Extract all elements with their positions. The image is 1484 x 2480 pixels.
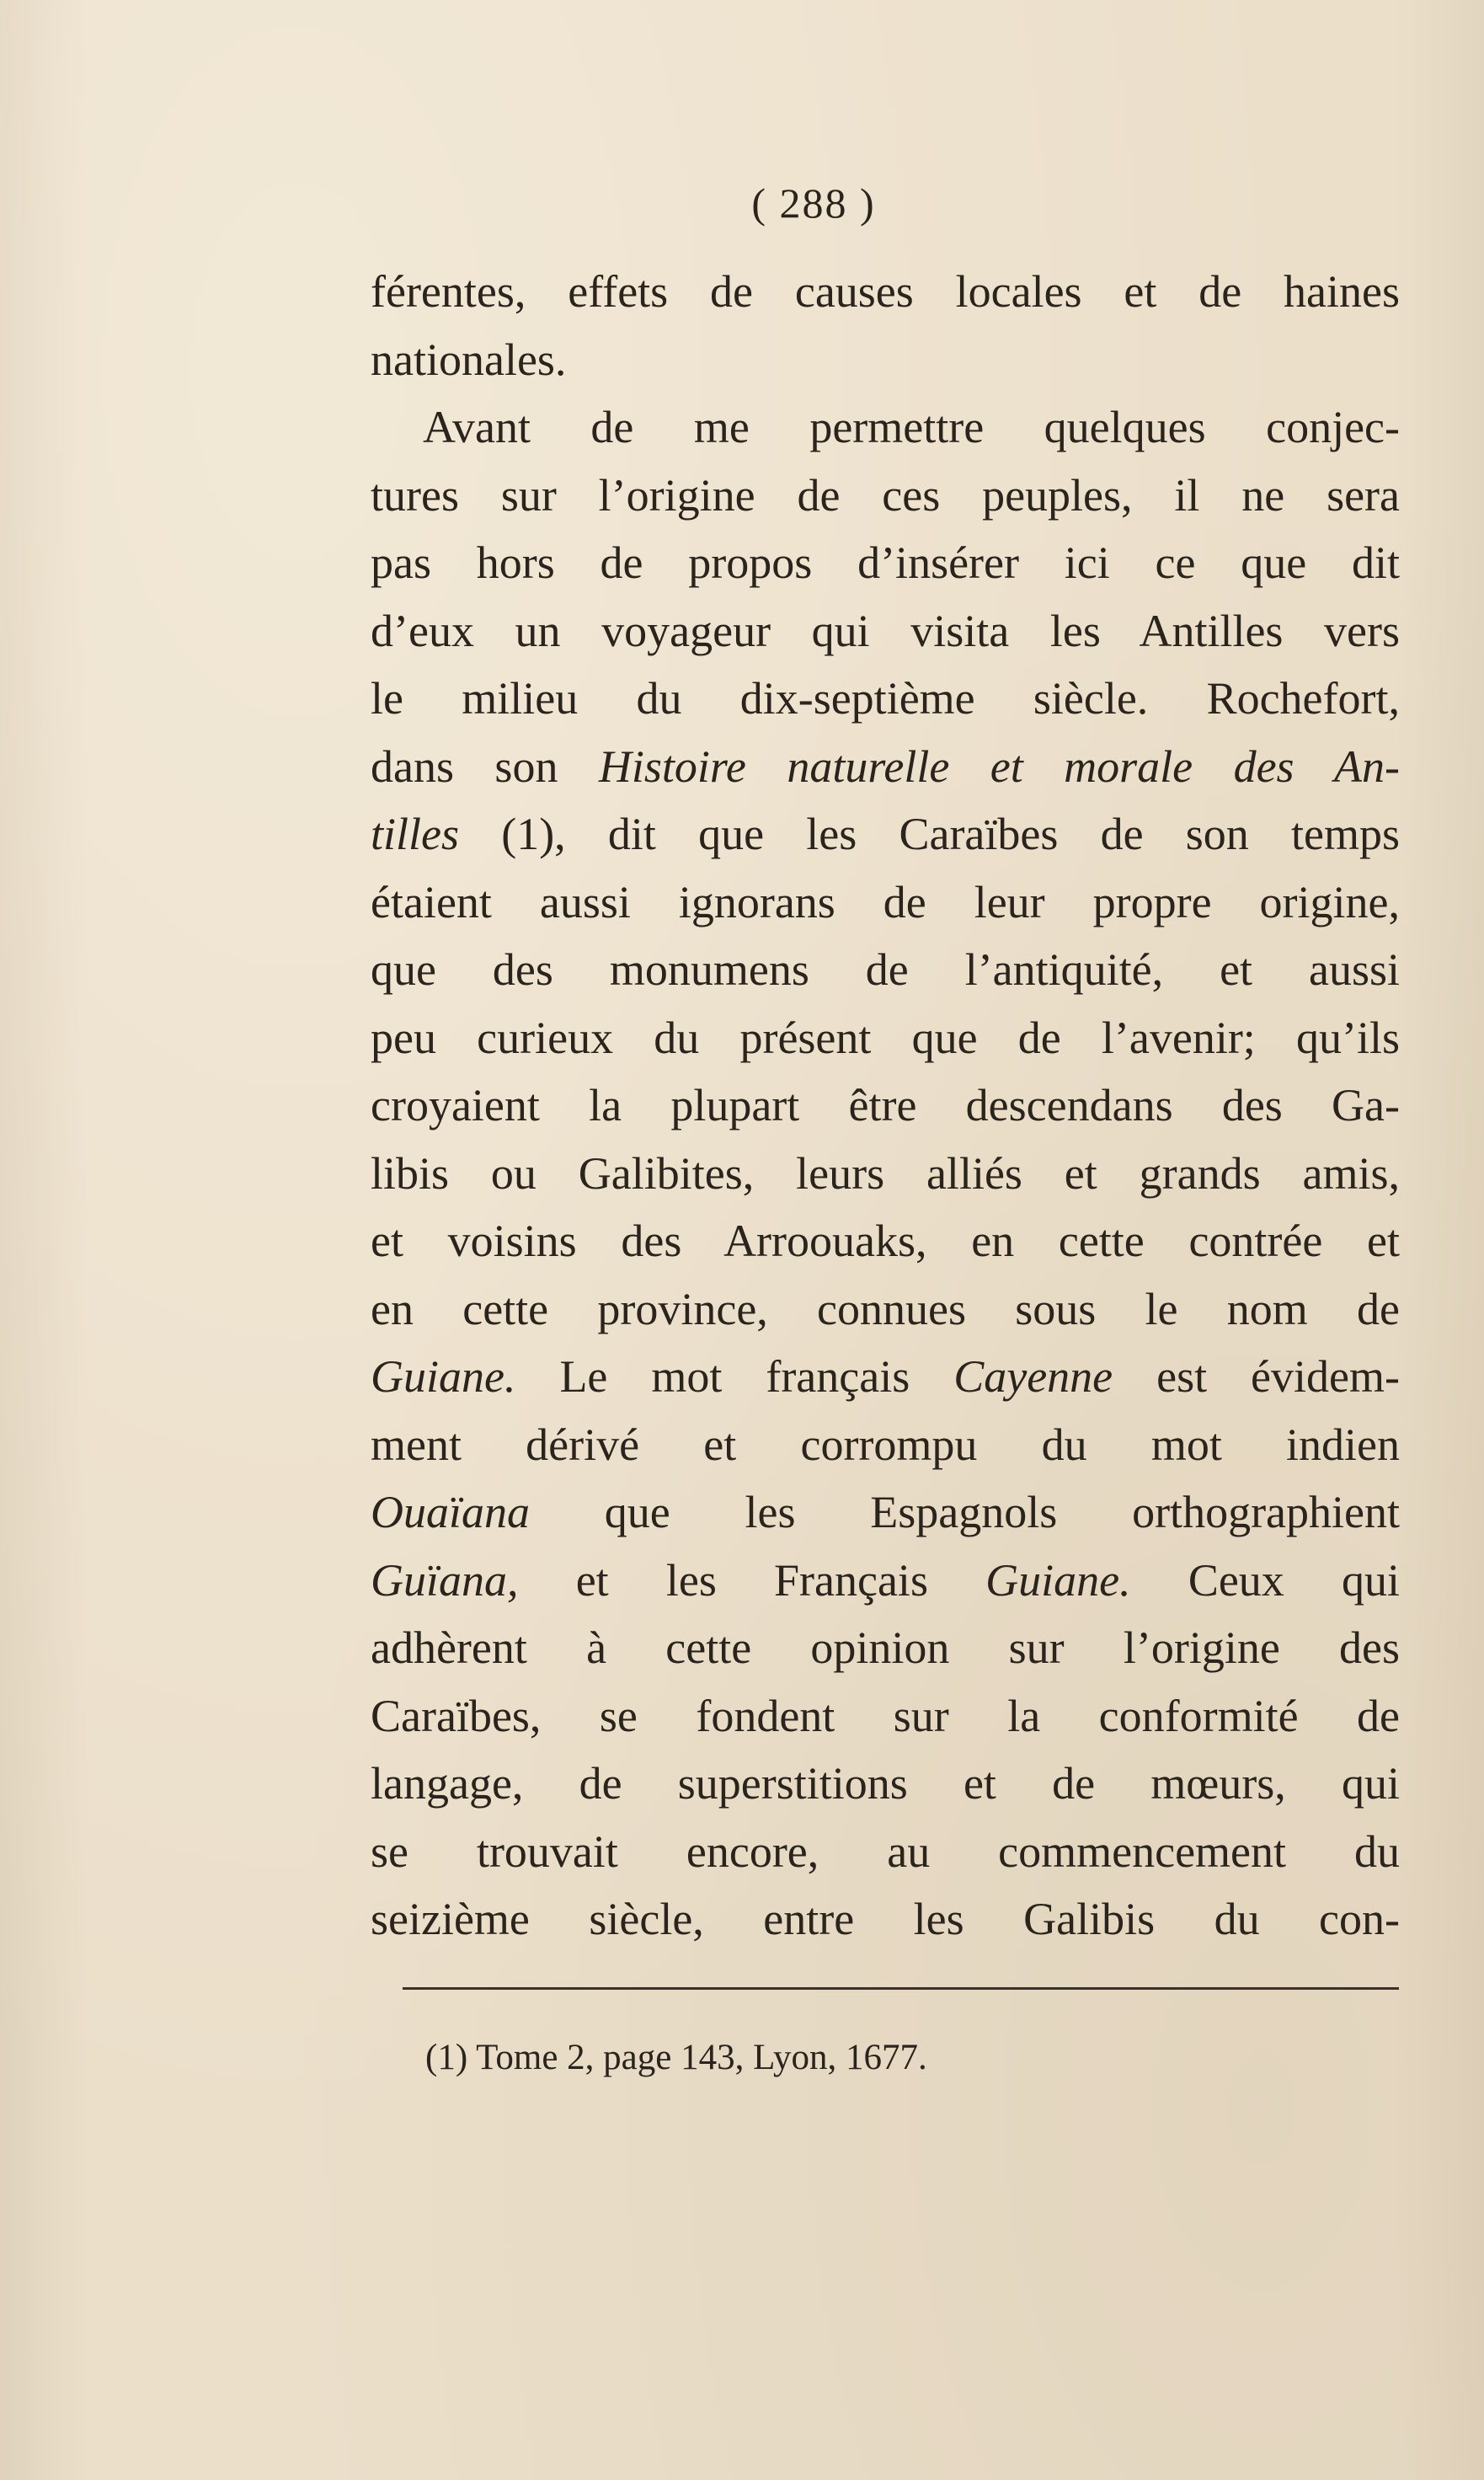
text-line [371,936,1400,1004]
text-line [371,1072,1400,1140]
body-text [371,258,1400,1954]
text-line [371,597,1400,665]
text-line [371,1140,1400,1208]
text-line [371,529,1400,597]
text-run: dans son [371,740,599,792]
text-run: adhèrent à cette opinion sur l’origine des [371,1622,1400,1673]
text-run: d’eux un voyageur qui visita les Antilles vers [371,605,1400,656]
text-run: Ceux qui [1130,1554,1400,1606]
italic-text-run: Guiane. [985,1554,1131,1606]
italic-text-run: Guïana, [371,1554,519,1606]
text-line [371,1614,1400,1682]
text-line [371,1275,1400,1344]
text-line [371,1004,1400,1072]
text-line [371,393,1400,462]
italic-text-run: Cayenne [953,1351,1113,1402]
text-run: (1), dit que les Caraïbes de son temps [459,809,1400,859]
text-line [371,1207,1400,1275]
text-run: seizième siècle, entre les Galibis du con- [371,1894,1400,1944]
text-line [371,1547,1400,1615]
text-run: pas hors de propos d’insérer ici ce que dit [371,537,1400,588]
text-line [371,1343,1400,1411]
text-line [371,800,1400,869]
text-run: ment dérivé et corrompu du mot indien [371,1419,1400,1470]
text-line [371,1818,1400,1886]
text-run: tures sur l’origine de ces peuples, il ne sera [371,469,1400,521]
text-line [371,1750,1400,1818]
italic-text-run: Guiane. [371,1351,516,1402]
text-line [371,1478,1400,1547]
italic-text-run: Ouaïana [371,1487,530,1537]
italic-text-run: tilles [371,809,459,859]
text-run: croyaient la plupart être descendans des Ga- [371,1080,1400,1130]
text-run: est évidem- [1113,1351,1400,1402]
text-run: férentes, effets de causes locales et de haines [371,266,1400,317]
text-line [371,258,1400,326]
footnote-divider [403,1987,1399,1990]
text-line [371,1885,1400,1954]
text-line [371,462,1400,530]
text-run: peu curieux du présent que de l’avenir; qu’ils [371,1012,1400,1063]
text-run: Le mot français [515,1351,954,1402]
text-run: se trouvait encore, au commencement du [371,1825,1400,1877]
text-line [371,326,1400,394]
text-line [371,1682,1400,1750]
text-run: Avant de me permettre quelques conjec- [423,402,1400,452]
text-run: langage, de superstitions et de mœurs, qui [371,1758,1400,1809]
text-run: étaient aussi ignorans de leur propre origine, [371,876,1400,927]
text-run: et les Français [518,1554,986,1606]
text-line [371,1411,1400,1479]
text-run: le milieu du dix-septième siècle. Rochefort, [371,673,1400,724]
text-run: libis ou Galibites, leurs alliés et grands amis, [371,1147,1400,1199]
text-run: que les Espagnols orthographient [530,1487,1400,1537]
text-run: et voisins des Arroouaks, en cette contrée et [371,1216,1400,1266]
text-line [371,869,1400,937]
text-run: que des monumens de l’antiquité, et aussi [371,944,1400,995]
text-run: en cette province, connues sous le nom de [371,1283,1400,1334]
text-run: nationales. [371,334,567,385]
italic-text-run: Histoire naturelle et morale des An- [598,740,1400,792]
footnote: (1) Tome 2, page 143, Lyon, 1677. [425,2038,927,2077]
text-run: Caraïbes, se fondent sur la conformité de [371,1690,1400,1741]
text-line [371,665,1400,733]
text-line [371,733,1400,801]
page-number: ( 288 ) [751,179,876,227]
